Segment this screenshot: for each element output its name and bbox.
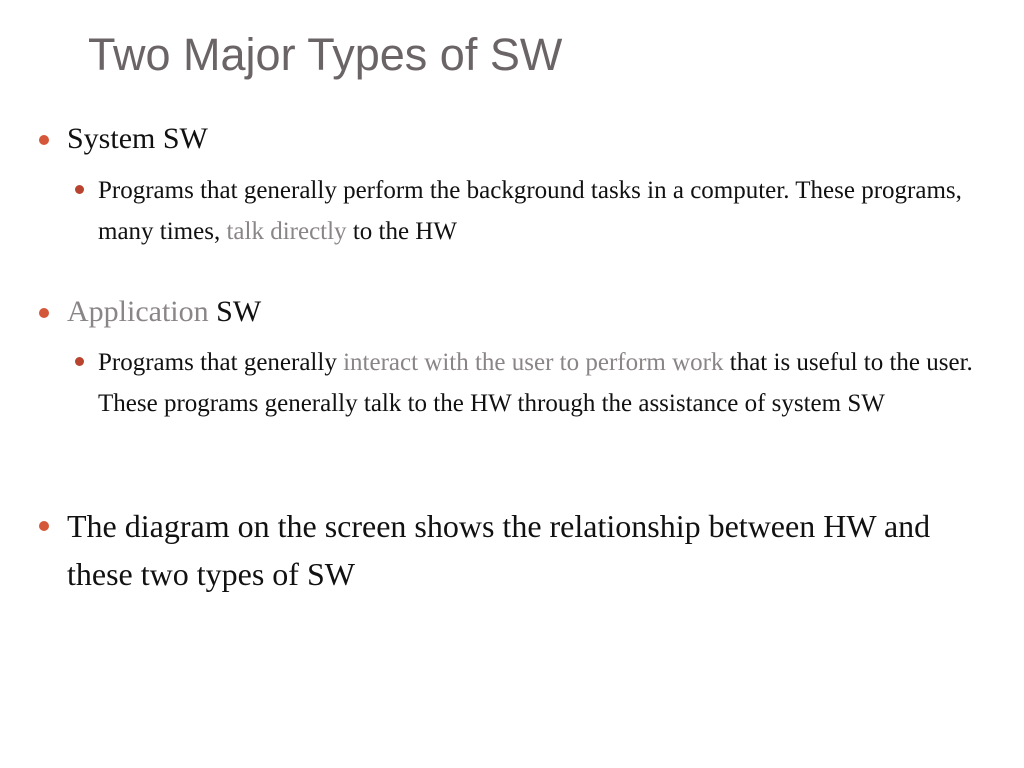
bullet-heading-text: System SW	[67, 122, 208, 155]
bullet-dot-icon	[39, 308, 49, 318]
bullet-heading-lead: Application	[67, 295, 209, 328]
bullet-dot-icon	[39, 521, 49, 531]
sub-bullet-application-sw	[98, 342, 978, 424]
sub-bullet-text-part2: that is useful to the user. These programs generally talk to the HW through the assistance of system SW	[98, 349, 973, 417]
sub-bullet-system-sw	[98, 170, 978, 252]
slide-title: Two Major Types of SW	[88, 29, 563, 80]
sub-bullet-dot-icon	[75, 357, 84, 366]
sub-bullet-text-part1: Programs that generally perform the background tasks in a computer. These programs, many times,	[98, 177, 962, 245]
sub-bullet-highlight: talk directly	[226, 218, 347, 245]
sub-bullet-highlight: interact with the user to perform work	[343, 349, 724, 376]
bullet-dot-icon	[39, 135, 49, 145]
bullet-diagram-note	[67, 502, 967, 598]
bullet-application-sw	[67, 292, 977, 332]
sub-bullet-text-part1: Programs that generally	[98, 349, 344, 376]
bullet-system-sw	[67, 119, 977, 159]
sub-bullet-dot-icon	[75, 185, 84, 194]
sub-bullet-text-part2: to the HW	[346, 218, 457, 245]
bullet-diagram-text: The diagram on the screen shows the relationship between HW and these two types of SW	[67, 508, 931, 592]
bullet-heading-text: SW	[208, 295, 262, 328]
